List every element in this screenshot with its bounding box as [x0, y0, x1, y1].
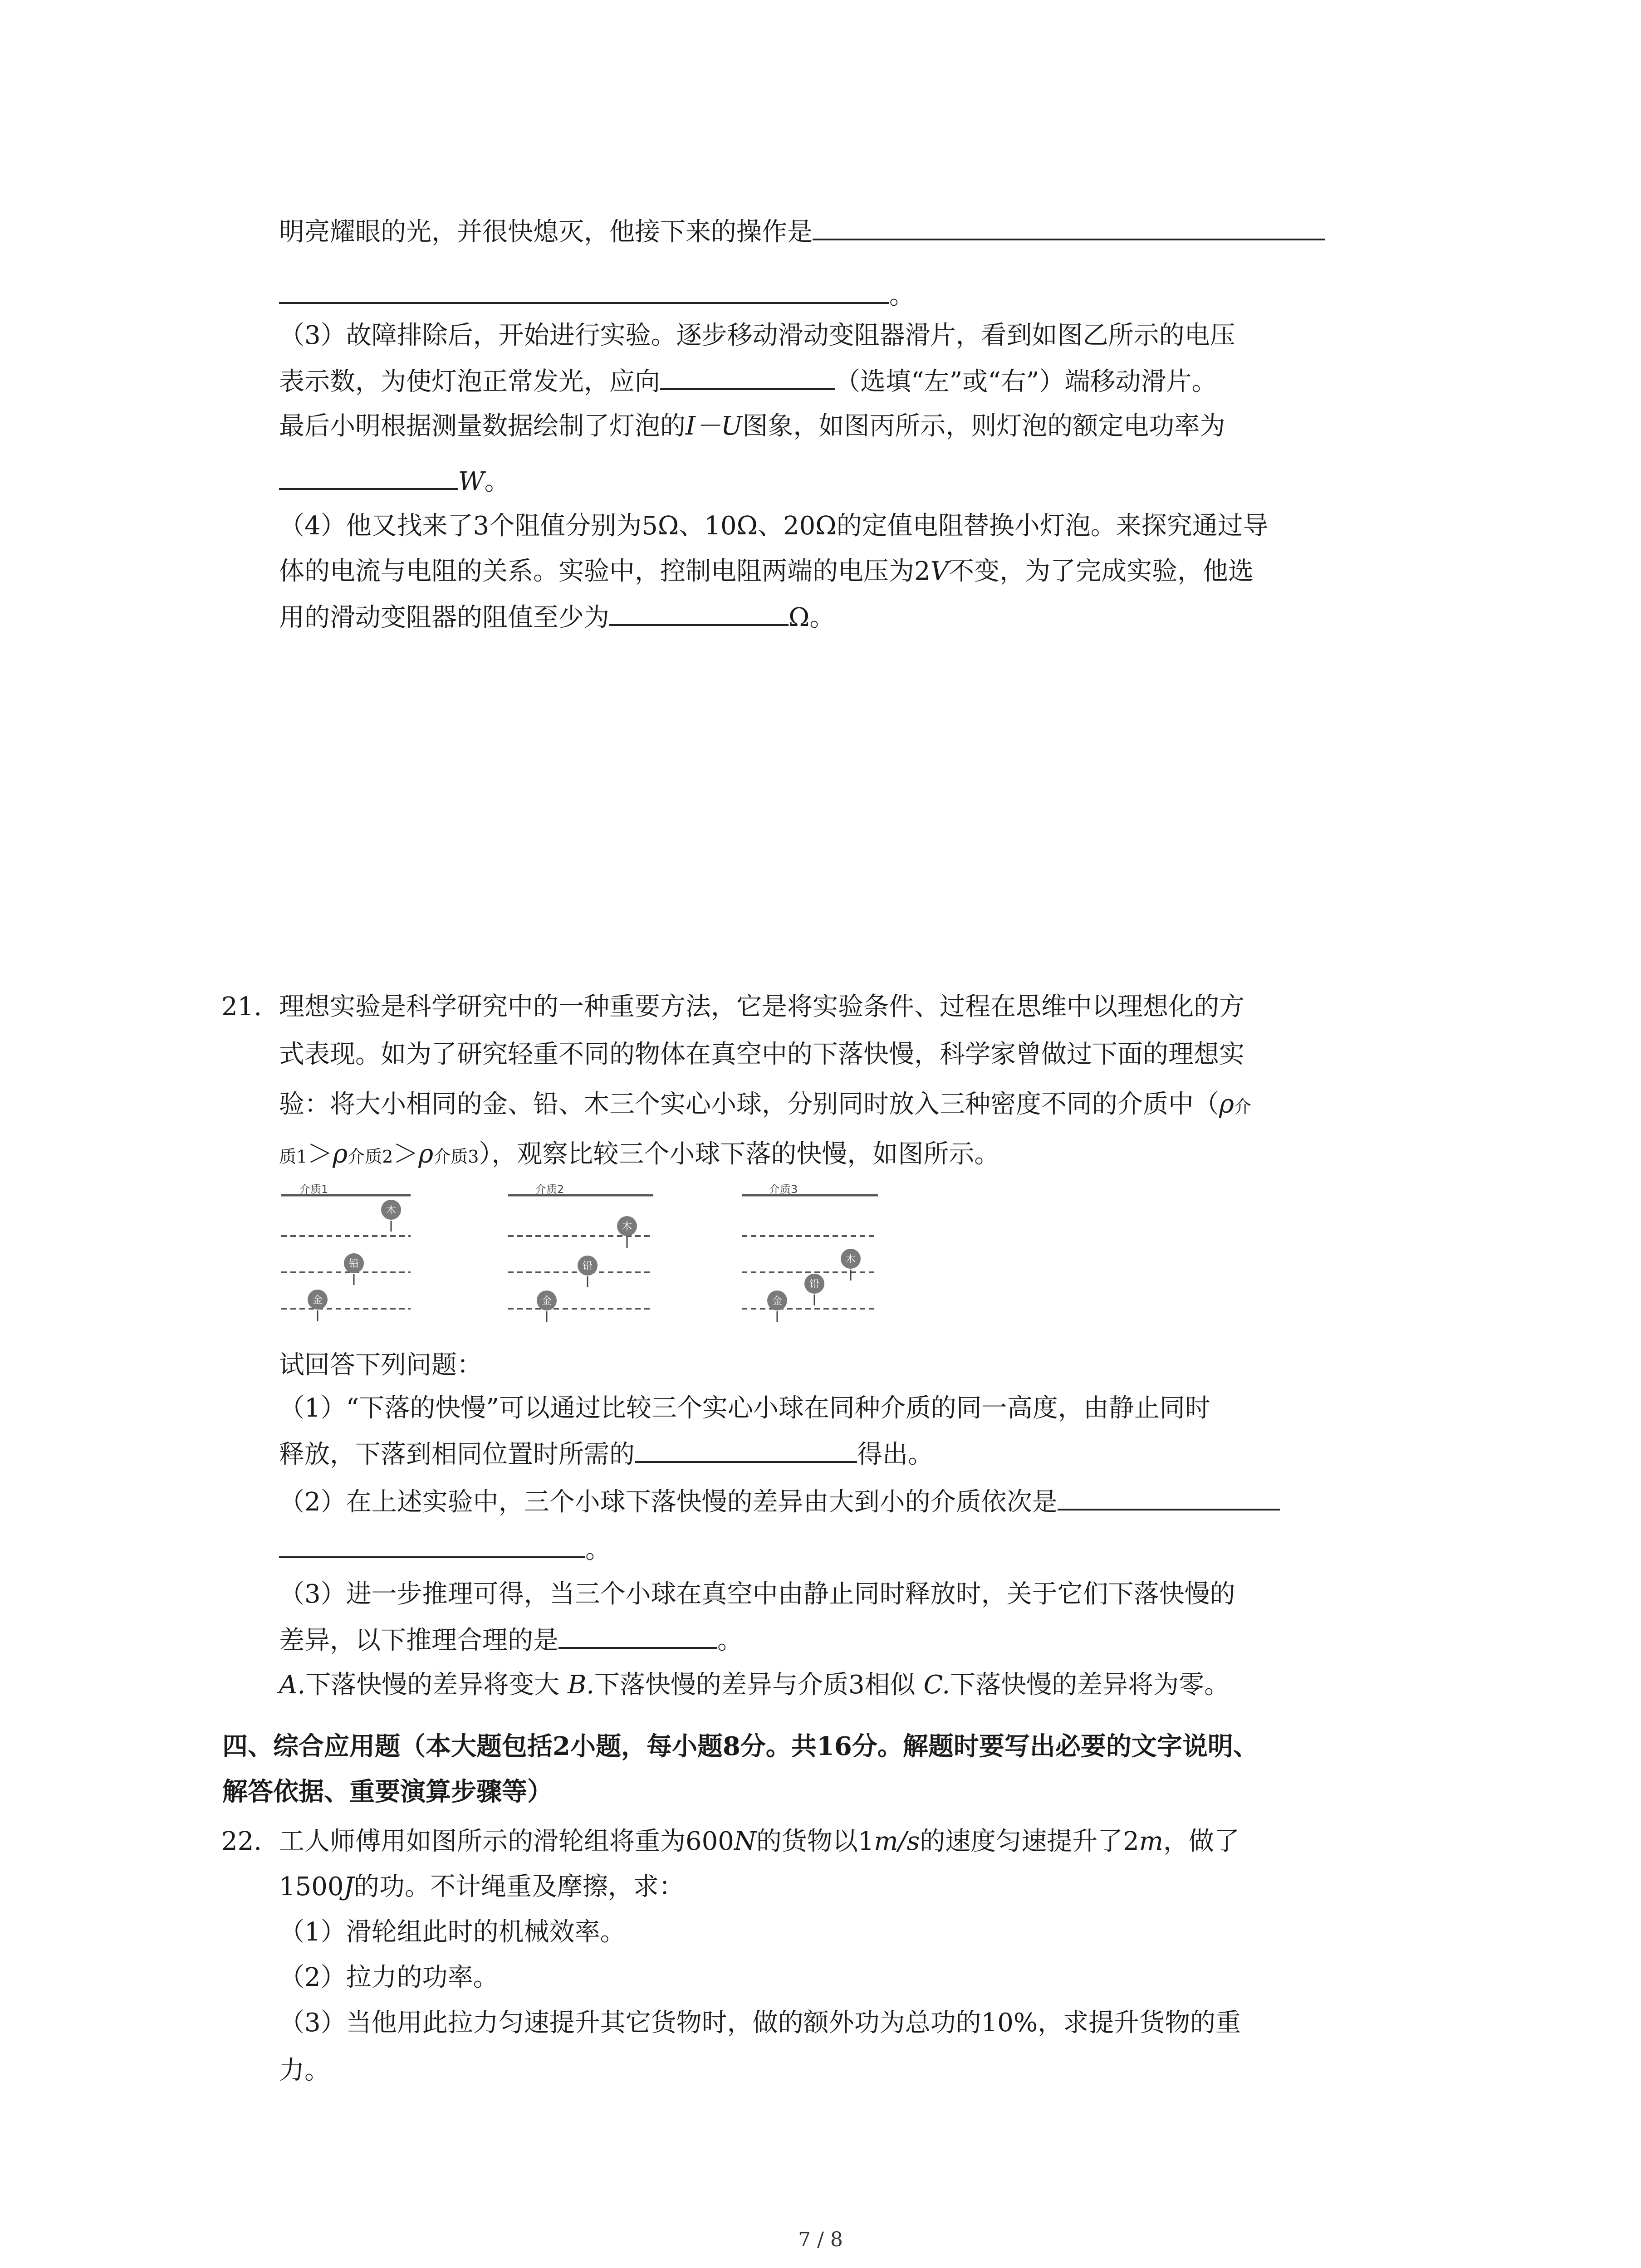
svg-text:铅: 铅: [809, 1279, 820, 1290]
q22-text-b: 的货物以1: [756, 1827, 874, 1856]
q22-line-2: [279, 1869, 684, 1905]
svg-text:木: 木: [622, 1221, 632, 1232]
ball-wood-3: [841, 1249, 861, 1281]
q20-text: 明亮耀眼的光，并很快熄灭，他接下来的操作是: [279, 217, 813, 247]
q21-part2-line-2: [279, 1531, 611, 1568]
q20-answer-blank-resistance[interactable]: [609, 599, 789, 626]
q22-number: 22.: [221, 1827, 262, 1856]
q21-answer-blank-order-a[interactable]: [1058, 1483, 1280, 1510]
rho-symbol-3: ρ: [418, 1139, 434, 1169]
q22-part3-line-2: 力。: [279, 2056, 330, 2085]
q20-part3-line-3: [279, 408, 1225, 445]
q20-answer-blank-1a[interactable]: [813, 213, 1325, 240]
greater-than-2: ＞: [393, 1139, 419, 1169]
q21-answer-blank-choice[interactable]: [558, 1622, 717, 1649]
greater-than-1: ＞: [307, 1139, 333, 1169]
q20-watt-unit: W: [458, 467, 485, 496]
ball-wood-2: [617, 1216, 637, 1248]
option-a: 下落快慢的差异将变大: [305, 1670, 560, 1700]
q21-number: 21.: [221, 992, 262, 1022]
svg-text:铅: 铅: [582, 1261, 593, 1272]
falling-balls-figure: [272, 1182, 1452, 1345]
q20-part3-text: 表示数，为使灯泡正常发光，应向: [279, 367, 660, 396]
joule-unit: J: [343, 1872, 354, 1901]
subscript-medium-2: 介质2: [348, 1147, 393, 1167]
q22-text-c: 的速度匀速提升了2: [920, 1827, 1139, 1856]
q20-part3-line-1: （3）故障排除后，开始进行实验。逐步移动滑动变阻器滑片，看到如图乙所示的电压: [279, 321, 1235, 350]
rho-symbol: ρ: [1219, 1090, 1234, 1119]
section-4-heading-line-1: 四、综合应用题（本大题包括2小题，每小题8分。共16分。解题时要写出必要的文字说明、: [222, 1731, 1259, 1761]
q20-answer-blank-direction[interactable]: [660, 363, 835, 390]
section-4-heading-line-2: 解答依据、重要演算步骤等）: [222, 1777, 553, 1807]
q21-part3-line-2: [279, 1622, 743, 1659]
q22-part2: （2）拉力的功率。: [279, 1963, 499, 1992]
q21-part2-line-1: [279, 1483, 1280, 1520]
q21-text: 验：将大小相同的金、铅、木三个实心小球，分别同时放入三种密度不同的介质中（: [279, 1090, 1219, 1119]
q21-part3-text: 差异，以下推理合理的是: [279, 1626, 558, 1655]
medium-2-label: 介质2: [535, 1183, 564, 1196]
svg-text:金: 金: [312, 1295, 323, 1306]
q21-part1-line-2: [279, 1436, 933, 1473]
q22-work-value: 1500: [279, 1872, 344, 1901]
ball-lead-3: [804, 1274, 824, 1305]
meter-unit: m: [1139, 1827, 1163, 1856]
option-c: 下落快慢的差异将为零。: [950, 1670, 1230, 1700]
q21-answer-blank-time[interactable]: [635, 1436, 857, 1463]
q20-period-2: 。: [484, 467, 510, 496]
svg-text:木: 木: [386, 1205, 397, 1216]
q21-ask: 试回答下列问题：: [279, 1350, 482, 1380]
q20-part4-line-1: （4）他又找来了3个阻值分别为5Ω、10Ω、20Ω的定值电阻替换小灯泡。来探究通过导: [279, 511, 1269, 541]
q21-part3-line-1: （3）进一步推理可得，当三个小球在真空中由静止同时释放时，关于它们下落快慢的: [279, 1579, 1235, 1609]
q21-part3-period: 。: [717, 1626, 743, 1655]
newton-unit: N: [734, 1827, 756, 1856]
ball-lead-2: [578, 1256, 598, 1287]
q20-answer-blank-power[interactable]: [279, 463, 458, 490]
q21-line-1: 理想实验是科学研究中的一种重要方法，它是将实验条件、过程在思维中以理想化的方: [279, 992, 1244, 1022]
ball-lead-1: [344, 1253, 364, 1285]
medium-1-label: 介质1: [299, 1183, 328, 1196]
option-b: 下落快慢的差异与介质3相似: [594, 1670, 916, 1700]
q20-line-2: [279, 277, 915, 314]
q21-text-end: ），观察比较三个小球下落的快慢，如图所示。: [479, 1139, 1000, 1169]
q20-part4-line-3: [279, 599, 835, 636]
q20-part4-line-2: [279, 553, 1254, 590]
rho-symbol-2: ρ: [333, 1139, 348, 1169]
medium-1-panel: [281, 1183, 411, 1321]
q20-part4-text-c: 用的滑动变阻器的阻值至少为: [279, 603, 609, 632]
q20-part3-line-2: [279, 363, 1217, 400]
medium-2-panel: [508, 1183, 653, 1322]
page-number: 7 / 8: [798, 2228, 843, 2251]
ball-gold-1: [308, 1290, 328, 1321]
q20-line-1: [279, 213, 1325, 250]
subscript-medium-1: 质1: [279, 1147, 308, 1167]
q22-part1: （1）滑轮组此时的机械效率。: [279, 1917, 626, 1947]
medium-3-label: 介质3: [769, 1183, 798, 1196]
svg-text:金: 金: [772, 1295, 783, 1307]
option-b-letter: B.: [568, 1670, 595, 1700]
q21-line-4: [279, 1136, 999, 1175]
q20-iu-symbol: I－U: [686, 411, 743, 441]
q21-part2-text: （2）在上述实验中，三个小球下落快慢的差异由大到小的介质依次是: [279, 1487, 1058, 1517]
q21-line-3: [279, 1086, 1251, 1125]
q21-part2-period: 。: [585, 1535, 611, 1564]
q20-volt-unit: V: [930, 557, 949, 586]
subscript-medium-3: 介质3: [433, 1147, 479, 1167]
ball-wood-1: [381, 1200, 401, 1232]
q20-answer-blank-1b[interactable]: [279, 277, 889, 304]
q21-part1-line-1: （1）“下落的快慢”可以通过比较三个实心小球在同种介质的同一高度，由静止同时: [279, 1393, 1210, 1423]
svg-text:铅: 铅: [348, 1258, 359, 1270]
svg-text:木: 木: [845, 1254, 856, 1265]
q22-text-e: 的功。不计绳重及摩擦，求：: [353, 1872, 684, 1901]
q21-part1-text-b: 得出。: [857, 1440, 933, 1469]
q20-part3-text-b: （选填“左”或“右”）端移动滑片。: [835, 367, 1217, 396]
q22-line-1: [279, 1823, 1239, 1860]
q20-period: 。: [889, 281, 915, 310]
q20-ohm-end: Ω。: [789, 603, 835, 632]
q20-part3-line-4: [279, 463, 510, 500]
speed-unit: m/s: [874, 1827, 920, 1856]
medium-3-panel: [742, 1183, 878, 1322]
q21-answer-blank-order-b[interactable]: [279, 1531, 585, 1558]
ball-gold-2: [537, 1290, 557, 1322]
q21-part1-text: 释放，下落到相同位置时所需的: [279, 1440, 635, 1469]
q20-part4-text: 体的电流与电阻的关系。实验中，控制电阻两端的电压为2: [279, 557, 931, 586]
q20-part4-text-b: 不变，为了完成实验，他选: [949, 557, 1254, 586]
q20-part3-text-c: 最后小明根据测量数据绘制了灯泡的: [279, 411, 686, 441]
q21-line-2: 式表现。如为了研究轻重不同的物体在真空中的下落快慢，科学家曾做过下面的理想实: [279, 1040, 1244, 1069]
q22-text-a: 工人师傅用如图所示的滑轮组将重为600: [279, 1827, 734, 1856]
svg-text:金: 金: [541, 1295, 552, 1307]
option-a-letter: A.: [279, 1670, 306, 1700]
q20-part3-text-d: 图象，如图丙所示，则灯泡的额定电功率为: [742, 411, 1225, 441]
q21-options: [279, 1667, 1230, 1703]
q22-part3-line-1: （3）当他用此拉力匀速提升其它货物时，做的额外功为总功的10%，求提升货物的重: [279, 2008, 1241, 2038]
q22-text-d: ，做了: [1163, 1827, 1239, 1856]
rho-subscript: 介: [1234, 1097, 1251, 1117]
ball-gold-3: [767, 1290, 787, 1322]
option-c-letter: C.: [923, 1670, 950, 1700]
